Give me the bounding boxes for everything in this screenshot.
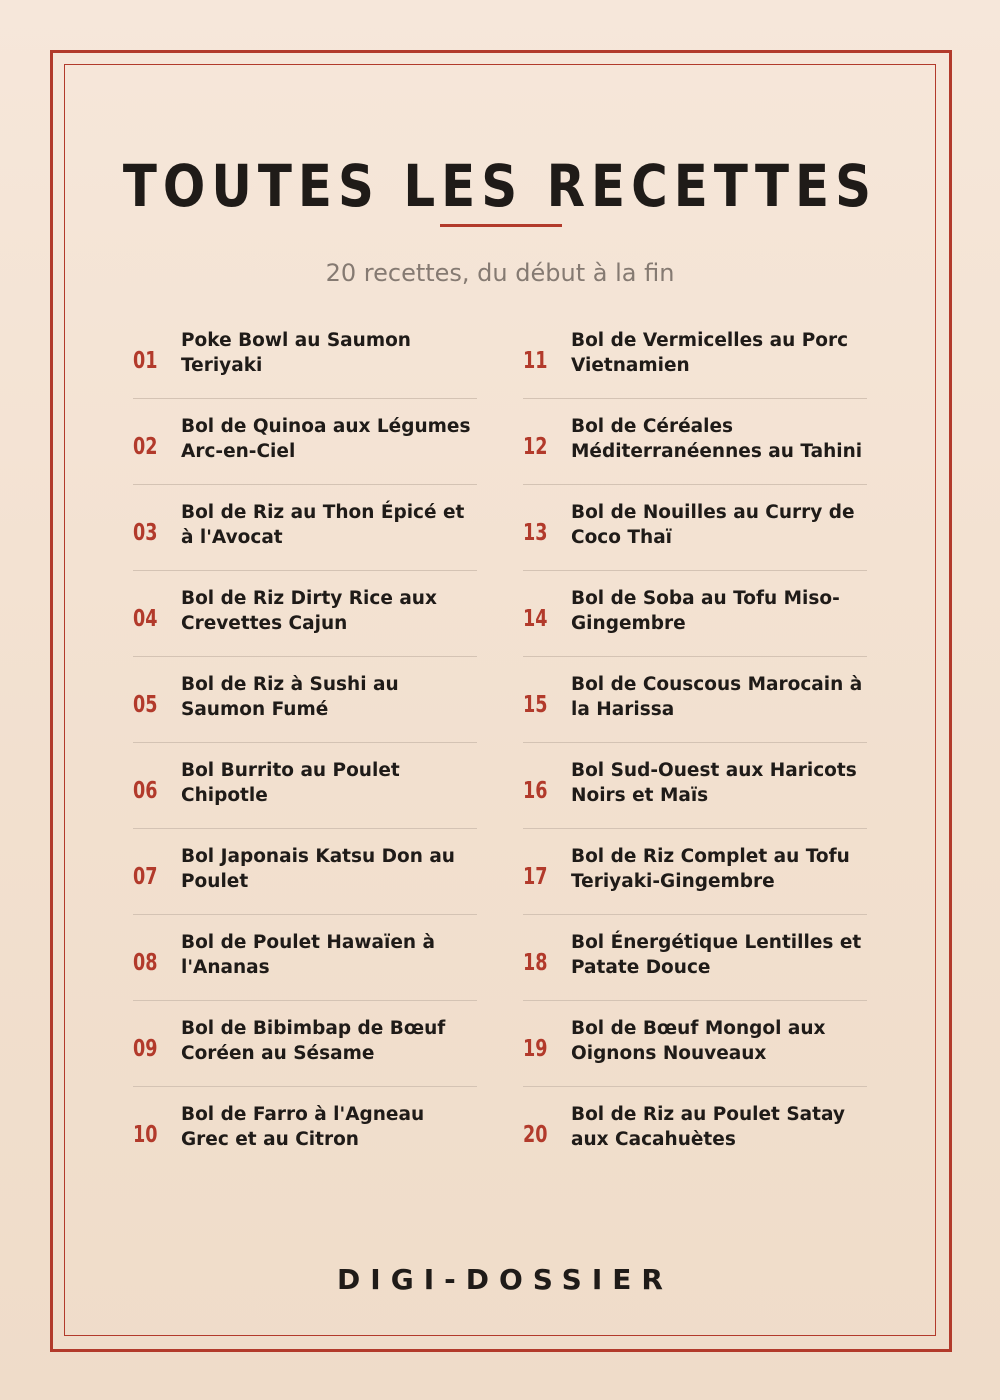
recipe-number: 12 — [523, 434, 548, 460]
recipe-number: 05 — [133, 692, 158, 718]
recipe-item — [133, 312, 477, 398]
recipe-list-right — [523, 312, 867, 1172]
recipe-item — [133, 1000, 477, 1086]
recipe-name: Bol de Céréales Méditerranéennes au Tahini — [571, 416, 863, 462]
recipe-name: Bol de Bibimbap de Bœuf Coréen au Sésame — [181, 1018, 446, 1064]
recipe-number: 04 — [133, 606, 158, 632]
recipe-name: Bol Burrito au Poulet Chipotle — [181, 760, 400, 806]
recipe-item — [523, 398, 867, 484]
recipe-number: 15 — [523, 692, 548, 718]
page-title: TOUTES LES RECETTES — [122, 152, 878, 220]
recipe-number: 14 — [523, 606, 548, 632]
recipe-name: Bol de Quinoa aux Légumes Arc-en-Ciel — [181, 416, 471, 462]
recipe-item — [523, 828, 867, 914]
recipe-item — [523, 656, 867, 742]
recipe-name: Bol Énergétique Lentilles et Patate Douce — [571, 932, 862, 978]
recipe-item — [133, 914, 477, 1000]
recipe-name: Bol de Couscous Marocain à la Harissa — [571, 674, 863, 720]
recipe-name: Bol de Vermicelles au Porc Vietnamien — [571, 330, 849, 376]
recipe-name: Bol de Poulet Hawaïen à l'Ananas — [181, 932, 435, 978]
recipe-number: 02 — [133, 434, 158, 460]
recipe-number: 19 — [523, 1036, 548, 1062]
recipe-name: Bol de Farro à l'Agneau Grec et au Citron — [181, 1104, 425, 1150]
recipe-number: 17 — [523, 864, 548, 890]
recipe-name: Bol de Riz au Thon Épicé et à l'Avocat — [181, 502, 465, 548]
recipe-number: 10 — [133, 1122, 158, 1148]
recipe-item — [133, 828, 477, 914]
recipe-name: Bol de Riz au Poulet Satay aux Cacahuètes — [571, 1104, 845, 1150]
recipe-name: Bol de Riz Complet au Tofu Teriyaki-Gingembre — [571, 846, 850, 892]
recipe-number: 11 — [523, 348, 548, 374]
recipe-name: Bol de Nouilles au Curry de Coco Thaï — [571, 502, 855, 548]
recipe-item — [133, 742, 477, 828]
recipe-item — [523, 570, 867, 656]
recipe-item — [133, 656, 477, 742]
recipe-item — [133, 570, 477, 656]
recipe-item — [523, 312, 867, 398]
recipe-item — [133, 398, 477, 484]
recipe-name: Bol de Soba au Tofu Miso-Gingembre — [571, 588, 840, 634]
recipe-number: 20 — [523, 1122, 548, 1148]
recipe-item — [133, 1086, 477, 1172]
recipe-item — [523, 484, 867, 570]
recipe-number: 09 — [133, 1036, 158, 1062]
recipe-item — [133, 484, 477, 570]
recipe-number: 07 — [133, 864, 158, 890]
recipe-name: Bol de Riz à Sushi au Saumon Fumé — [181, 674, 399, 720]
page-subtitle: 20 recettes, du début à la fin — [325, 259, 675, 287]
recipe-name: Bol de Riz Dirty Rice aux Crevettes Cajun — [181, 588, 437, 634]
recipe-number: 08 — [133, 950, 158, 976]
recipe-number: 03 — [133, 520, 158, 546]
recipe-number: 06 — [133, 778, 158, 804]
recipe-item — [523, 1086, 867, 1172]
recipe-name: Bol Japonais Katsu Don au Poulet — [181, 846, 455, 892]
recipe-name: Poke Bowl au Saumon Teriyaki — [181, 330, 411, 376]
recipe-item — [523, 1000, 867, 1086]
title-underline — [440, 224, 562, 227]
recipe-number: 18 — [523, 950, 548, 976]
recipe-number: 13 — [523, 520, 548, 546]
recipe-number: 01 — [133, 348, 158, 374]
recipe-number: 16 — [523, 778, 548, 804]
recipe-item — [523, 914, 867, 1000]
recipe-list-left — [133, 312, 477, 1172]
recipe-name: Bol de Bœuf Mongol aux Oignons Nouveaux — [571, 1018, 826, 1064]
recipe-name: Bol Sud-Ouest aux Haricots Noirs et Maïs — [571, 760, 857, 806]
recipe-item — [523, 742, 867, 828]
brand-footer: DIGI-DOSSIER — [337, 1263, 673, 1296]
